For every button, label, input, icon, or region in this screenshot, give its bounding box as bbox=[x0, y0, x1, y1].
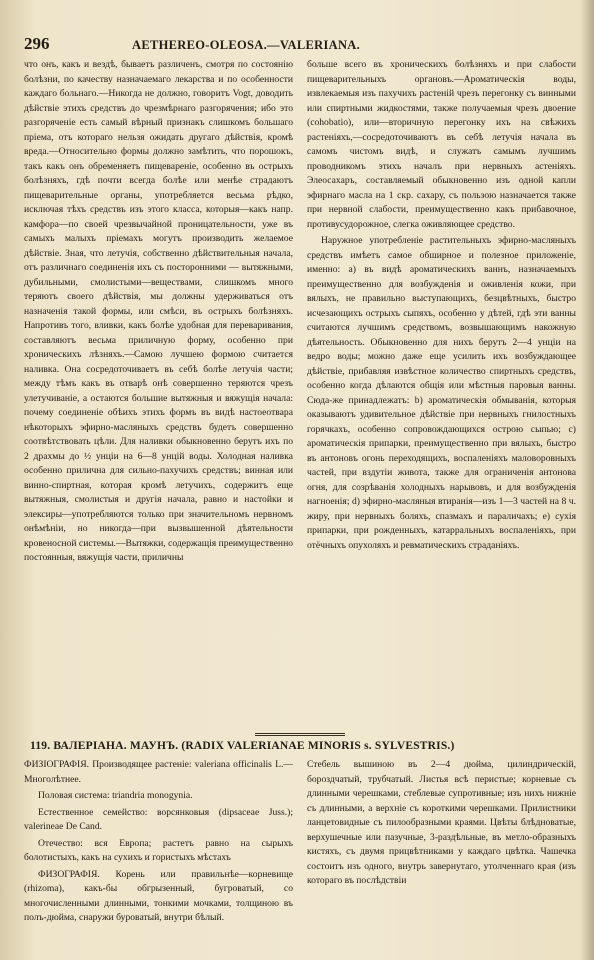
right-column bbox=[307, 58, 576, 720]
left-column bbox=[24, 58, 293, 720]
entry-title: 119. ВАЛЕРІАНА. МАУНЪ. (RADIX VALERIANAE MINORIS s. SYLVESTRIS.) bbox=[30, 740, 455, 752]
paragraph: что онъ, какъ и вездѣ, бываетъ различенъ, смотря по состоянію болѣзни, по качеству назначаемаго лекарства и по особенности каждаго больнаго.—Никогда не должно, говоритъ Vogt, доводить дѣйствіе этихъ средствъ до чрезмѣрнаго разгорячения; ибо это разгоряченіе есть самый вѣрный признакъ слишкомъ большаго пріема, отъ котораго нельзя ожидать другаго дѣйствія, кромѣ вреда.—Относительно формы должно замѣтить, что порошокъ, такъ какъ онъ обременяетъ пищевареніе, особенно въ острыхъ болѣзняхъ, гдѣ почти всегда болѣе или менѣе страдаютъ пищеварительные органы, употребляется весьма рѣдко, исключая тѣхъ средствъ изъ этого класса, которыя—какъ напр. камфора—по своей чрезвычайной проницательности, уже въ самыхъ малыхъ пріемахъ могутъ производить желаемое дѣйствіе. Зная, что летучія, собственно дѣйствительныя начала, отъ различнаго соединенія ихъ съ посторонними — вытяжными, дубильными, смолистыми—веществами, слишкомъ много теряютъ своего дѣйствія, мы должны удерживаться отъ назначенія такой формы, или смѣси, въ острыхъ болѣзняхъ. Напротивъ того, вливки, какъ болѣе удобная для переваривания, составляютъ весьма приличную форму, особенно при хроническихъ лѣзняхъ.—Самою лучшею формою считается наливка. Она сосредоточиваетъ въ себѣ болѣе летучія части; между тѣмъ какъ въ отварѣ онѣ совершенно теряются чрезъ улетучиваніе, а остаются большие вытяжныя и вяжущія начала: почему соединеніе обѣихъ этихъ формъ въ видѣ настоеотвара нѣкоторыхъ эфирно-масляныхъ средствъ будетъ совершенно соотвѣтствовать цѣли. Для наливки обыкновенно берутъ ихъ по 2 драхмы до ½ унціи на 6—8 унцій воды. Холодная наливка особенно прилична для сильно-пахучихъ средствъ; винная или винно-спиртная, которая кромѣ летучихъ, содержитъ еще вытяжныя, смолистыя и другія начала, равно и настойки и элексиры—употребляются только при значительномъ нервномъ онѣмѣніи, но никогда—при вызвышенной дѣятельности кровеносной системы.—Вытяжки, содержащія преимущественно постоянныя, вяжущія части, приличны bbox=[24, 59, 293, 563]
running-head: AETHEREO-OLEOSA.—VALERIANA. bbox=[132, 38, 361, 52]
paragraph: Естественное семейство: ворсянковыя (dipsaceae Juss.); valerineae De Cand. bbox=[24, 806, 293, 832]
section-divider bbox=[24, 724, 576, 738]
paragraph: Половая система: triandria monogynia. bbox=[38, 790, 193, 801]
paragraph: Наружное употребленіе растительныхъ эфирно-масляныхъ средствъ имѣетъ самое обширное и полезное приложеніе, именно: а) въ видѣ ароматическихъ ваннъ, назначаемыхъ преимущественно для возбужденія и оживленія кожи, при вялыхъ, не правильно выступающихъ, безцвѣтныхъ, быстро исчезающихъ острыхъ сыпяхъ, особенно у дѣтей, гдѣ эти ванны считаются лучшимъ средствомъ, возвышающимъ накожную дѣятельность. Обыкновенно для нихъ берутъ 2—4 унціи на ведро воды; можно даже еще усилить ихъ возбуждающее дѣйствіе, прибавляя извѣстное количество спиртныхъ средствъ, особенно когда дѣлаются общія или мѣстныя паровыя ванны. Сюда-же принадлежатъ: b) ароматическія обмыванія, которыя оказываютъ удивительное дѣйствіе при нервныхъ гнилостныхъ горячкахъ, особенно сопровождающихся острою сыпью; с) ароматическія припарки, преимущественно при вялыхъ, быстро въ антоновъ огонь переходящихъ, воспаленіяхъ маловоровныхъ частей, при вздутіи живота, также для ограниченія антонова огня, для созрѣванія холодныхъ нарывовъ, и для возбужденія нагноенія; d) эфирно-масляныя втиранія—изъ 1—3 частей на 8 ч. жиру, при нервныхъ боляхъ, спазмахъ и параличахъ; е) сухія припарки, при рожденныхъ, катарральныхъ воспаленіяхъ, при отёчныхъ опухоляхъ и ревматическихъ страданіяхъ. bbox=[307, 235, 576, 551]
page-header bbox=[24, 30, 576, 58]
paragraph: ФИЗІОГРАФІЯ. Производящее растеніе: valeriana officinalis L.—Многолѣтнее. bbox=[24, 759, 293, 785]
paragraph: ФИЗОГРАФІЯ. Корень или правильнѣе—корневище (rhizoma), какъ-бы обгрызенный, бугроватый, со многочисленными длинными, тонкими мочками, толщиною въ полъ-дюйма, снаружи буроватый, внутри бѣлый. bbox=[24, 868, 293, 923]
lower-columns bbox=[24, 758, 576, 954]
paragraph: Стебель вышиною въ 2—4 дюйма, цилиндрическій, бороздчатый, трубчатый. Листья всѣ перистые; корневые съ длинными черешками, стеблевые супротивные; изъ нихъ нижніе съ длинными, а верхніе съ короткими черешками. Прилистники ланцетовидные съ пилообразными краями. Цвѣты блѣдноватые, верхушечные или пазучные, 3-раздѣльные, въ метло-образныхъ кистяхъ, съ двумя прицвѣтниками у каждаго цвѣтка. Чашечка состоитъ изъ одного, внутрь завернутаго, утолченнаго края (изъ котораго въ послѣдствіи bbox=[307, 759, 576, 886]
paragraph: Отечество: вся Европа; растетъ равно на сырыхъ болотистыхъ, какъ на сухихъ и гористыхъ мѣстахъ bbox=[24, 837, 293, 863]
page-number: 296 bbox=[24, 34, 50, 53]
upper-columns bbox=[24, 58, 576, 720]
right-column bbox=[307, 758, 576, 954]
paragraph: больше всего въ хроническихъ болѣзняхъ и при слабости пищеварительныхъ органовъ.—Ароматическія воды, извлекаемыя изъ пахучихъ растеній чрезъ перегонку съ винными или спиртными жидкостями, также получаемыя чрезъ двоение (cohobatio), или—вторичную перегонку ихъ на свѣжихъ растеніяхъ,—сосредоточиваютъ въ себѣ летучія начала въ самомъ чистомъ видѣ, и служатъ самымъ лучшимъ проводникомъ этихъ началъ при нервныхъ астеніяхъ. Элеосахаръ, составляемый обыкновенно изъ одной капли эфирнаго масла на 1 скр. сахару, съ пользою назначается также при нервной слабости, преимущественно какъ прибавочное, противусудорожное, слегка оживляющее средство. bbox=[307, 59, 576, 230]
left-column bbox=[24, 758, 293, 954]
